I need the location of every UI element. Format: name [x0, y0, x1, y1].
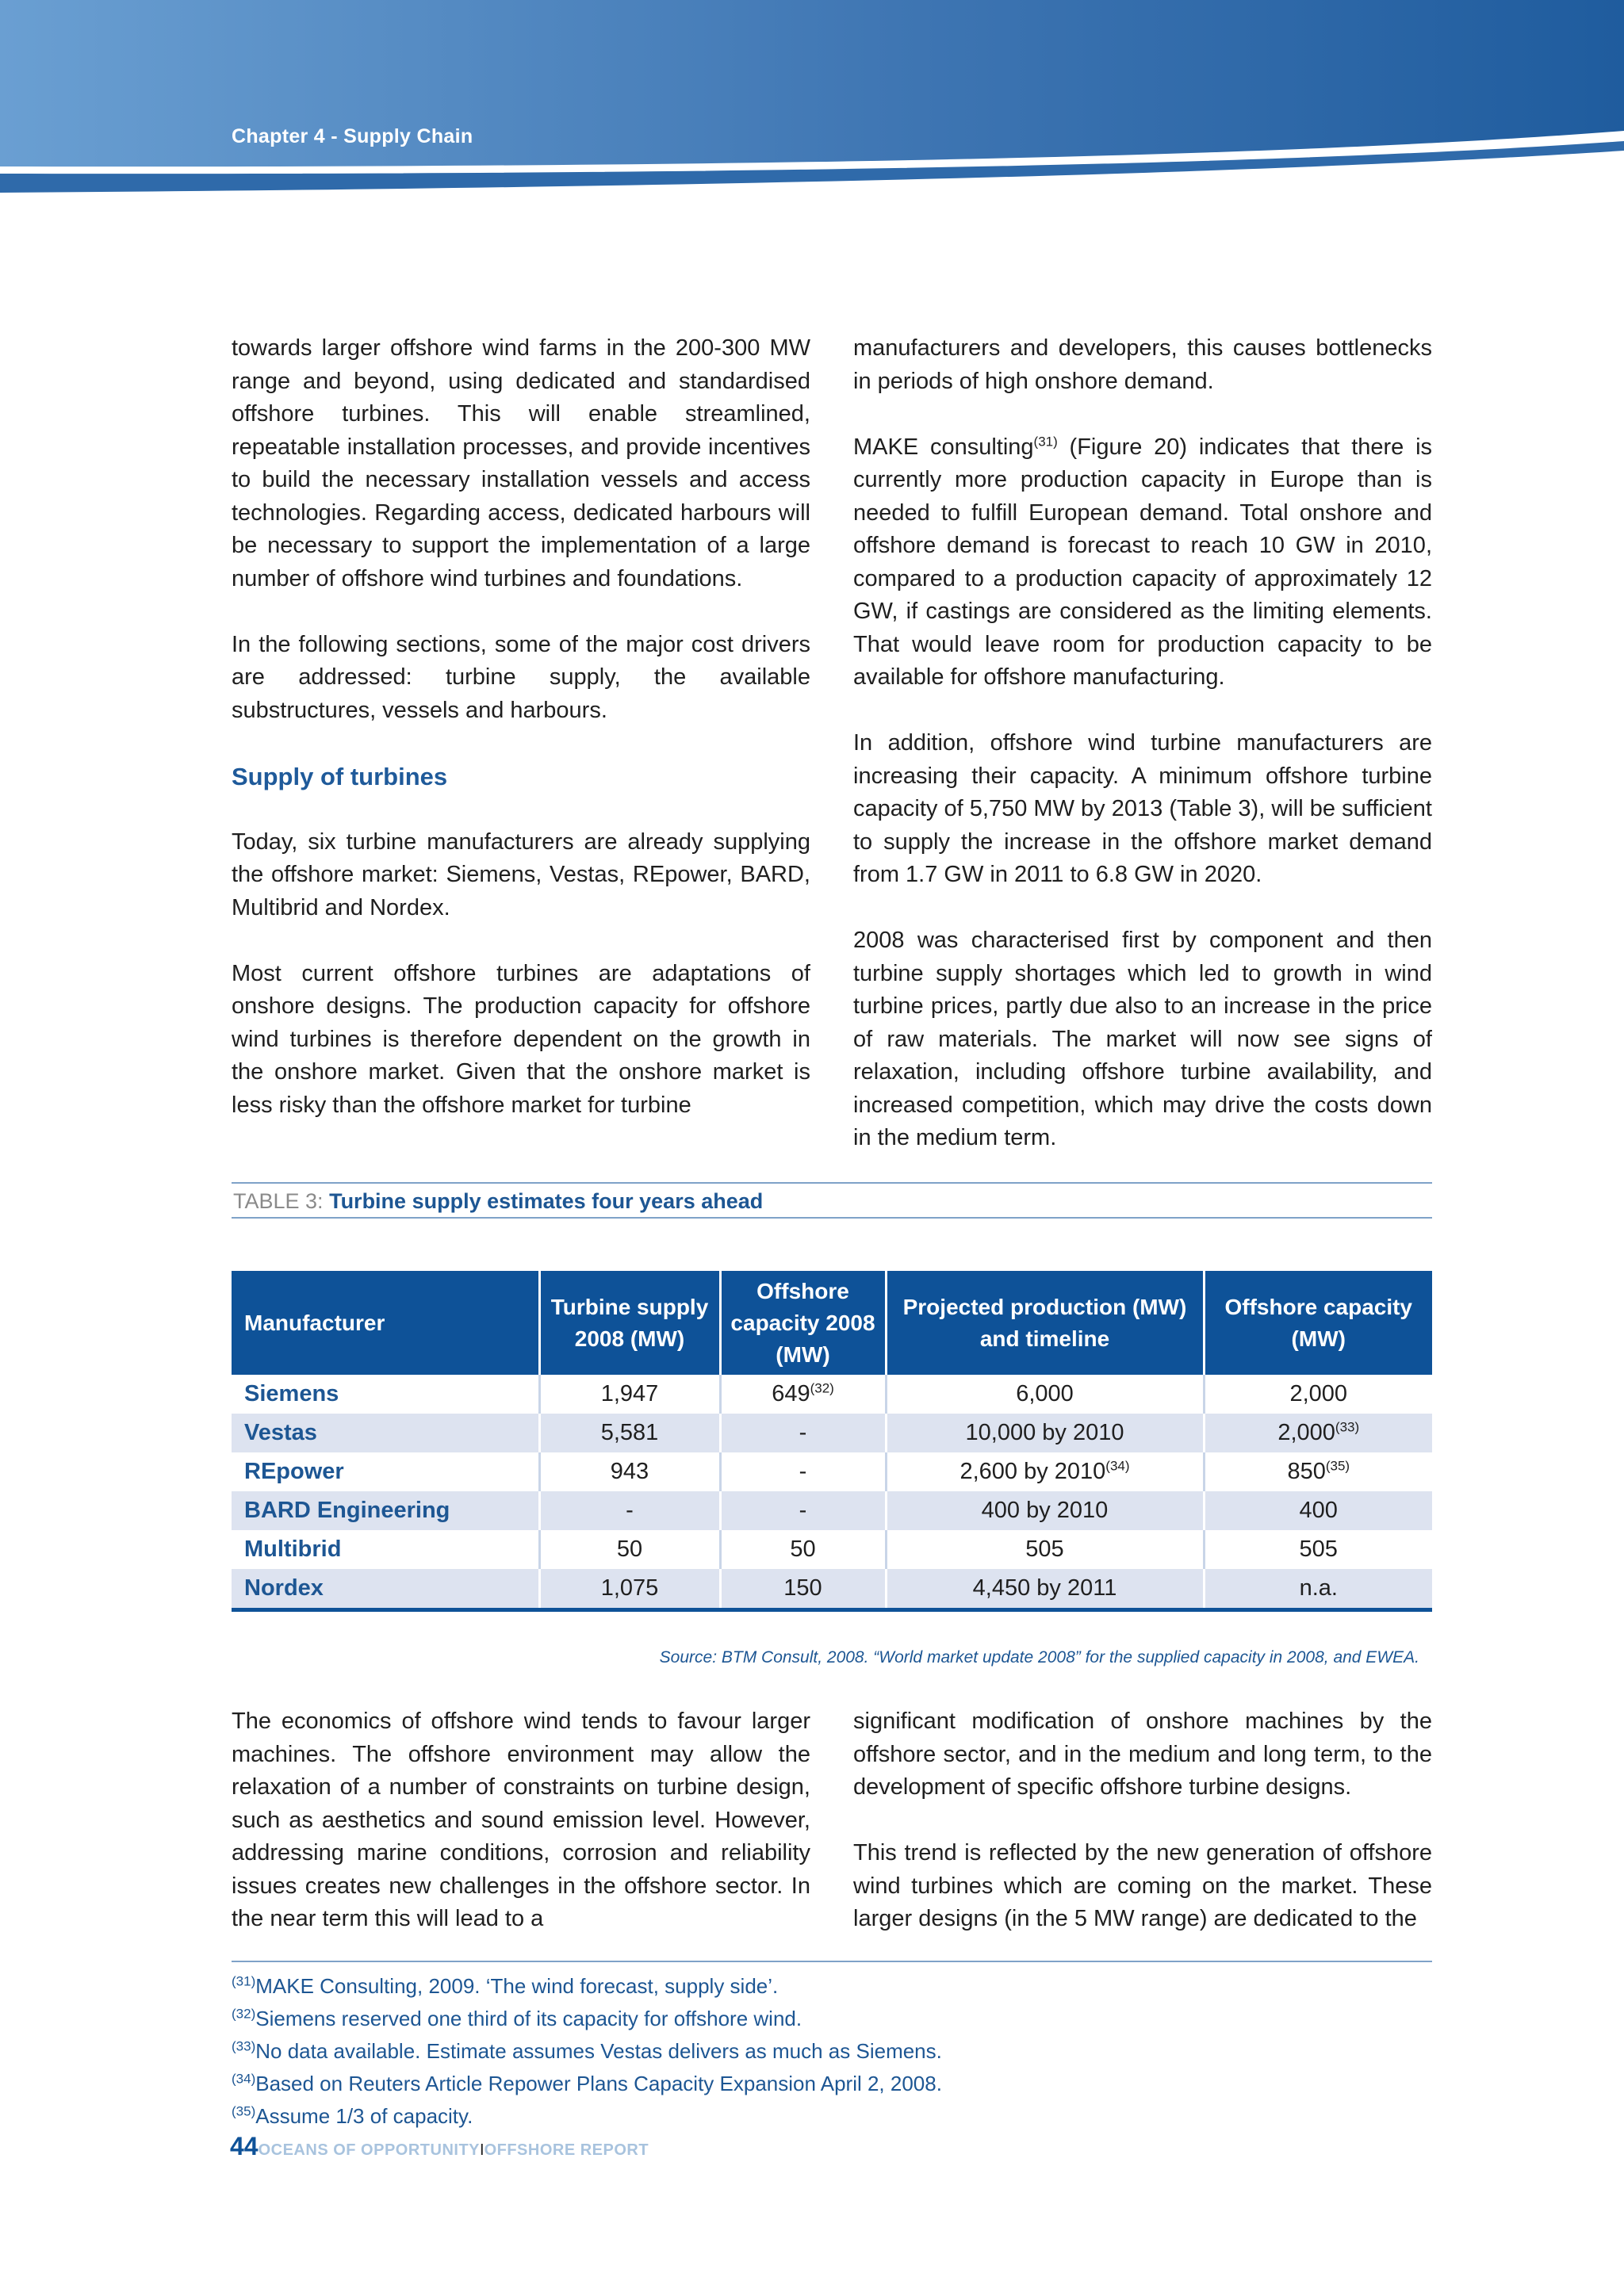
cell-offshore: 150 — [720, 1569, 886, 1610]
paragraph: 2008 was characterised first by component and then turbine supply shortages which led to growth in wind turbine prices, partly due also to an increase in the price of raw materials. The market will now see signs of relaxation, including offshore turbine availability, and increased competition, which may drive the costs down in the medium term. — [853, 928, 1432, 1150]
cell-projected: 6,000 — [886, 1375, 1204, 1414]
table-row — [232, 1375, 1432, 1414]
footnote-rule — [232, 1961, 1432, 1962]
top-right-column — [853, 332, 1432, 1155]
turbine-supply-table — [232, 1271, 1432, 1612]
table-row — [232, 1452, 1432, 1491]
bottom-left-column — [232, 1705, 810, 1936]
table-caption-title: Turbine supply estimates four years ahead — [329, 1189, 764, 1213]
paragraph: significant modification of onshore machines by the offshore sector, and in the medium and long term, to the development of specific offshore turbine designs. — [853, 1709, 1432, 1800]
cell-capacity: n.a. — [1204, 1569, 1432, 1610]
paragraph: This trend is reflected by the new generation of offshore wind turbines which are coming on the market. These larger designs (in the 5 MW range) are dedicated to the — [853, 1840, 1432, 1931]
paragraph: manufacturers and developers, this causes bottlenecks in periods of high onshore demand. — [853, 335, 1432, 394]
table-row — [232, 1569, 1432, 1610]
header-manufacturer: Manufacturer — [232, 1271, 539, 1375]
footnote: $^{(33)}$No data available. Estimate assumes Vestas delivers as much as Siemens. — [232, 2038, 942, 2063]
cell-offshore: - — [720, 1452, 886, 1491]
cell-supply: 5,581 — [539, 1414, 720, 1452]
footnote-ref: (31) — [1033, 433, 1058, 449]
paragraph: Most current offshore turbines are adaptations of onshore designs. The production capacity for offshore wind turbines is therefore dependent on the growth in the onshore market. Given that the onshore market is less risky than the offshore market for turbine — [232, 960, 810, 1118]
footnote-ref: (35) — [1325, 1458, 1350, 1474]
header-turbine-supply: Turbine supply 2008 (MW) — [539, 1271, 720, 1375]
footnote-ref: (33) — [1335, 1419, 1360, 1435]
caption-rule-bottom — [232, 1217, 1432, 1219]
cell-supply: - — [539, 1491, 720, 1530]
paragraph: In the following sections, some of the major cost drivers are addressed: turbine supply, the available substructures, vessels and harbours. — [232, 631, 810, 723]
header-offshore-capacity-2008: Offshore capacity 2008 (MW) — [720, 1271, 886, 1375]
table-row — [232, 1530, 1432, 1569]
table-row — [232, 1491, 1432, 1530]
section-heading: Supply of turbines — [232, 762, 448, 790]
bottom-right-column — [853, 1705, 1432, 1936]
footnote: $^{(35)}$Assume 1/3 of capacity. — [232, 2103, 473, 2128]
cell-manufacturer: BARD Engineering — [232, 1491, 539, 1530]
paragraph-text: MAKE consulting — [853, 434, 1034, 460]
cell-supply: 1,075 — [539, 1569, 720, 1610]
cell-offshore: - — [720, 1491, 886, 1530]
page-number: 44 — [230, 2132, 259, 2160]
cell-capacity: 2,000$^{(33)}$ — [1204, 1414, 1432, 1452]
table-caption-label: TABLE 3: — [233, 1189, 324, 1213]
footer-report-title: OCEANS OF OPPORTUNITY — [258, 2141, 480, 2159]
cell-supply: 943 — [539, 1452, 720, 1491]
top-left-column — [232, 332, 810, 1122]
cell-capacity: 505 — [1299, 1536, 1338, 1562]
footnotes — [232, 1970, 1432, 2133]
cell-manufacturer: REpower — [232, 1452, 539, 1491]
cell-supply: 50 — [539, 1530, 720, 1569]
cell-manufacturer: Siemens — [232, 1375, 539, 1414]
cell-capacity: 2,000 — [1289, 1381, 1348, 1406]
cell-supply: 1,947 — [539, 1375, 720, 1414]
cell-offshore: 50 — [720, 1530, 886, 1569]
paragraph: The economics of offshore wind tends to favour larger machines. The offshore environment may allow the relaxation of a number of constraints on turbine design, such as aesthetics and sound emission level. However, addressing marine conditions, corrosion and reliability issues creates new challenges in the offshore sector. In the near term this will lead to a — [232, 1709, 810, 1931]
table-caption — [233, 1187, 763, 1215]
cell-capacity: 850$^{(35)}$ — [1287, 1458, 1350, 1484]
cell-offshore: 649$^{(32)}$ — [720, 1375, 886, 1414]
cell-projected: 10,000 by 2010 — [886, 1414, 1204, 1452]
footnote: $^{(34)}$Based on Reuters Article Repower Plans Capacity Expansion April 2, 2008. — [232, 2071, 942, 2095]
cell-capacity: 400 — [1204, 1491, 1432, 1530]
paragraph: Today, six turbine manufacturers are already supplying the offshore market: Siemens, Vestas, REpower, BARD, Multibrid and Nordex. — [232, 828, 810, 920]
cell-manufacturer: Multibrid — [232, 1530, 539, 1569]
cell-projected: 505 — [886, 1530, 1204, 1569]
cell-manufacturer: Vestas — [232, 1414, 539, 1452]
footnote-ref: (34) — [1105, 1458, 1130, 1474]
paragraph-text: (Figure 20) indicates that there is currently more production capacity in Europe than is needed to fulfill European demand. Total onshore and offshore demand is forecast to reach 10 GW in 2010, compared to a production capacity of approximately 12 GW, if castings are considered as the limiting elements. That would leave room for production capacity to be available for offshore manufacturing. — [853, 434, 1433, 690]
paragraph: In addition, offshore wind turbine manufacturers are increasing their capacity. A minimum offshore turbine capacity of 5,750 MW by 2013 (Table 3), will be sufficient to supply the increase in the offshore market demand from 1.7 GW in 2011 to 6.8 GW in 2020. — [853, 730, 1432, 887]
paragraph — [853, 431, 1432, 695]
cell-offshore: - — [720, 1414, 886, 1452]
header-offshore-capacity: Offshore capacity (MW) — [1204, 1271, 1432, 1375]
paragraph: towards larger offshore wind farms in the 200-300 MW range and beyond, using dedicated and standardised offshore turbines. This will enable streamlined, repeatable installation processes, and provide incentives to build the necessary installation vessels and access technologies. Regarding access, dedicated harbours will be necessary to support the implementation of a large number of offshore wind turbines and foundations. — [232, 335, 810, 591]
header-projected-production: Projected production (MW) and timeline — [886, 1271, 1204, 1375]
page-footer — [230, 2130, 649, 2168]
cell-manufacturer: Nordex — [232, 1569, 539, 1610]
footnote-ref: (32) — [810, 1380, 834, 1396]
table-source: Source: BTM Consult, 2008. “World market update 2008” for the supplied capacity in 2008, and EWEA. — [659, 1648, 1419, 1667]
footnote: $^{(32)}$Siemens reserved one third of its capacity for offshore wind. — [232, 2006, 802, 2030]
table-row — [232, 1414, 1432, 1452]
cell-projected: 2,600 by 2010$^{(34)}$ — [886, 1452, 1204, 1491]
footer-separator: I — [480, 2141, 485, 2159]
footer-report-subtitle: OFFSHORE REPORT — [484, 2141, 649, 2159]
header-band — [0, 0, 1624, 198]
footnote: $^{(31)}$MAKE Consulting, 2009. ‘The wind forecast, supply side’. — [232, 1973, 779, 1998]
caption-rule-top — [232, 1182, 1432, 1184]
cell-projected: 4,450 by 2011 — [886, 1569, 1204, 1610]
chapter-title: Chapter 4 - Supply Chain — [232, 125, 473, 147]
cell-projected: 400 by 2010 — [886, 1491, 1204, 1530]
